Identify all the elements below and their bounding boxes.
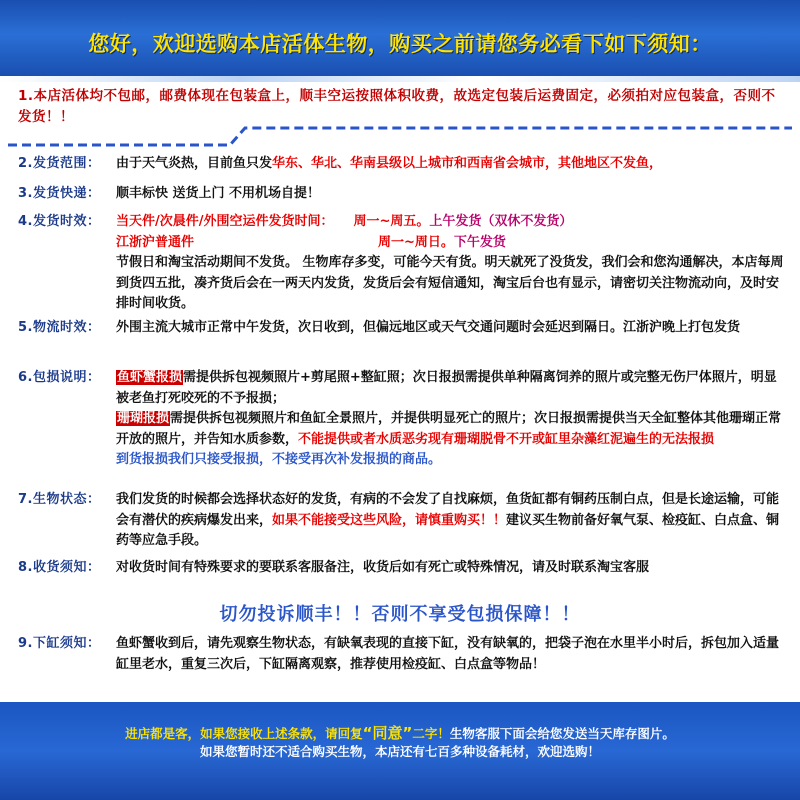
footer-line-1: 进店都是客，如果您接收上述条款，请回复“同意”二字！生物客服下面会给您发送当天库存图片。 xyxy=(125,724,675,742)
footer-line-2: 如果您暂时还不适合购买生物，本店还有七百多种设备耗材，欢迎选购！ xyxy=(199,744,600,759)
item-label: 2.发货范围： xyxy=(18,156,101,171)
item-label: 6.包损说明： xyxy=(18,370,101,385)
notice-item-3: 3.发货快递： 顺丰标快 送货上门 不用机场自提！ xyxy=(18,184,788,206)
coral-loss-tag: 珊瑚报损 xyxy=(117,411,170,426)
item-label: 9.下缸须知： xyxy=(18,636,101,651)
notice-item-8: 8.收货须知： 对收货时间有特殊要求的要联系客服备注，收货后如有死亡或特殊情况，请及时联系淘宝客服 xyxy=(18,558,788,580)
fish-loss-tag: 鱼虾蟹报损 xyxy=(117,370,183,385)
notice-item-9: 9.下缸须知： 鱼虾蟹收到后，请先观察生物状态，有缺氧表现的直接下缸，没有缺氧的，把袋子泡在水里半小时后，拆包加入适量缸里老水，重复三次后，下缸隔离观察，推荐使用检疫缸、白点盒等物品！ xyxy=(18,636,780,672)
notice-item-5: 5.物流时效： 外围主流大城市正常中午发货，次日收到，但偏远地区或天气交通问题时会延迟到隔日。江浙沪晚上打包发货 xyxy=(18,318,788,360)
warning-slogan: 切勿投诉顺丰！！否则不享受包损保障！！ xyxy=(219,604,581,625)
item-label: 5.物流时效： xyxy=(18,320,101,335)
item-label: 3.发货快递： xyxy=(18,186,101,201)
item-label: 8.收货须知： xyxy=(18,560,101,575)
notice-item-7: 7.生物状态： 我们发货的时候都会选择状态好的发货，有病的不会发了自找麻烦，鱼货缸都有铜药压制白点，但是长途运输，可能会有潜伏的疾病爆发出来，如果不能接受这些风险，请慎重购买！！建议买生物前备好氧气泵、检疫缸、白点盒、铜药等应急手段。 xyxy=(18,492,780,548)
item-label: 4.发货时效： xyxy=(18,214,101,229)
notice-item-4: 4.发货时效： 当天件/次晨件/外围空运件发货时间： 周一~周五。上午发货（双休不发货） 江浙沪普通件 周一~周日。下午发货 节假日和淘宝活动期间不发货。 生物库存多变，可能今天有货。明天就死了没货发，我们会和您沟通解决，本店每周到货四五批，凑齐货后会在一两天内发货，发货后会有短信通知，淘宝后台也有显示，请密切关注物流动向，及时安排时间收货。 xyxy=(18,214,784,311)
header-banner xyxy=(0,0,800,76)
notice-item-6: 6.包损说明： 鱼虾蟹报损需提供拆包视频照片+剪尾照+整缸照；次日报损需提供单种隔离饲养的照片或完整无伤尸体照片，明显被老鱼打死咬死的不予报损； 珊瑚报损需提供拆包视频照片和鱼缸全景照片，并提供明显死亡的照片；次日报损需提供当天全缸整体其他珊瑚正常开放的照片，并告知水质参数，不能提供或者水质恶劣现有珊瑚脱骨不开或缸里杂藻红泥遍生的无法报损 到货报损我们只接受报损，不接受再次补发报损的商品。 xyxy=(18,370,782,467)
notice-item-2: 2.发货范围： 由于天气炎热，目前鱼只发华东、华北、华南县级以上城市和西南省会城市，其他地区不发鱼， xyxy=(18,154,788,176)
notice-item-1: 1.本店活体均不包邮，邮费体现在包装盒上，顺丰空运按照体积收费，故选定包装后运费固定，必须拍对应包装盒，否则不发货！！ xyxy=(18,88,776,125)
agree-keyword: “同意” xyxy=(362,724,413,742)
item-label: 7.生物状态： xyxy=(18,492,101,507)
footer-banner xyxy=(0,702,800,800)
dashed-divider xyxy=(0,120,800,150)
header-divider xyxy=(0,76,800,82)
page-title: 您好，欢迎选购本店活体生物，购买之前请您务必看下如下须知： xyxy=(88,32,712,56)
